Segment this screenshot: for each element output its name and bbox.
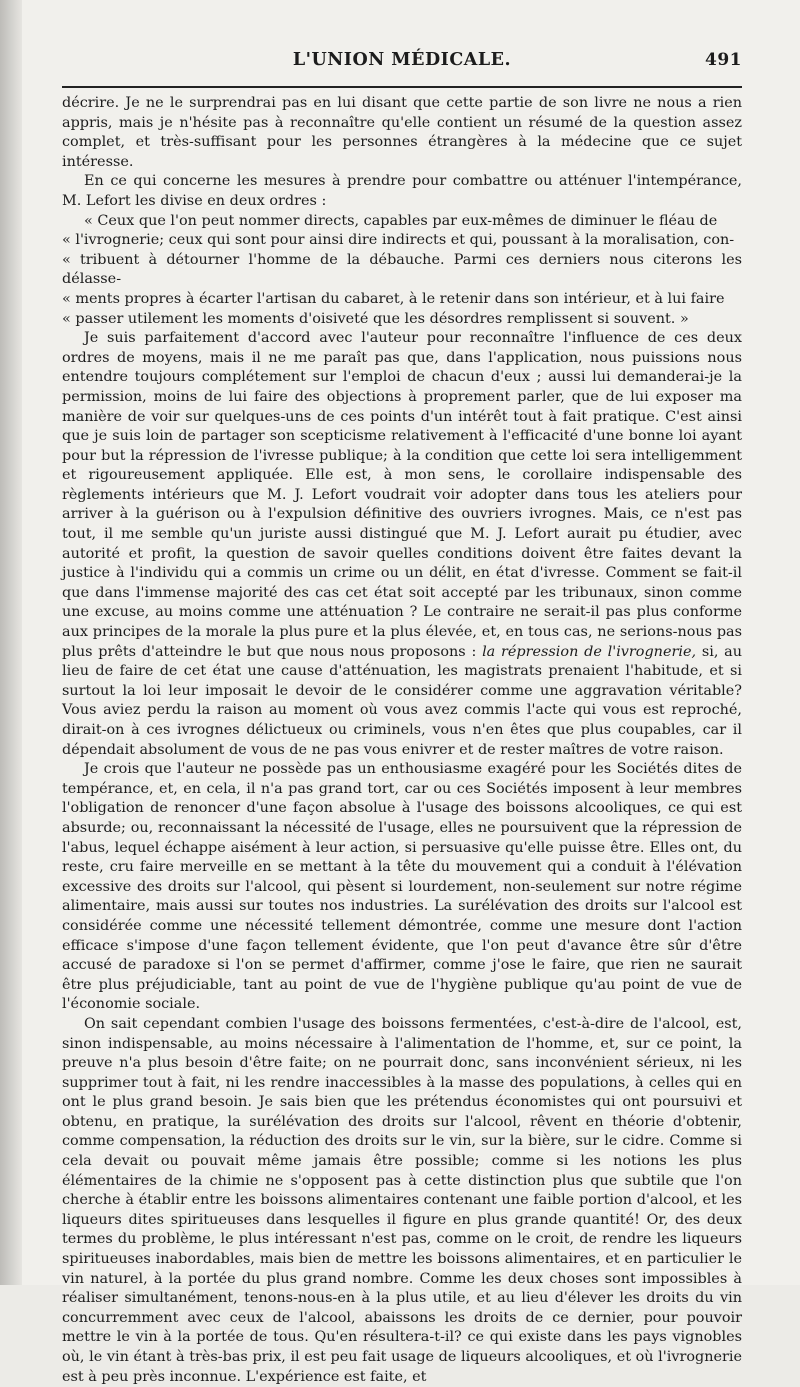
paragraph-3-part-b: si, au lieu de faire de cet état une cause d'atténuation, les magistrats prenaient l'habitude, et si surtout la loi leur imposait le devoir de le considérer comme une aggravation véritable? Vous aviez perdu la raison au moment où vous avez commis l'acte qui vous est reproché, dirait-on à ces ivrognes délictueux ou criminels, vous n'en êtes que plus coupables, car il dépendait absolument de vous de ne pas vous enivrer et de rester maîtres de votre raison. <box>62 643 743 758</box>
block-quote <box>62 212 742 330</box>
quote-line-1: « Ceux que l'on peut nommer directs, capables par eux-mêmes de diminuer le fléau de <box>84 212 718 229</box>
paragraph-3-part-a: Je suis parfaitement d'accord avec l'auteur pour reconnaître l'influence de ces deux ordres de moyens, mais il ne me paraît pas que, dans l'application, nous puissions nous entendre toujours complétement sur l'emploi de chacun d'eux ; aussi lui demanderai-je la permission, moins de lui faire des objections à proprement parler, que de lui exposer ma manière de voir sur quelques-uns de ces points d'un intérêt tout à fait pratique. C'est ainsi que je suis loin de partager son scepticisme relativement à l'efficacité d'une bonne loi ayant pour but la répression de l'ivresse publique; à la condition que cette loi sera intelligemment et rigoureusement appliquée. Elle est, à mon sens, le corollaire indispensable des règlements intérieurs que M. J. Lefort voudrait voir adopter dans tous les ateliers pour arriver à la guérison ou à l'expulsion définitive des ouvriers ivrognes. Mais, ce n'est pas tout, il me semble qu'un juriste aussi distingué que M. J. Lefort aurait pu étudier, avec autorité et profit, la question de savoir quelles conditions doivent être faites devant la justice à l'individu qui a commis un crime ou un délit, en état d'ivresse. Comment se fait-il que dans l'immense majorité des cas cet état soit accepté par les tribunaux, sinon comme une excuse, au moins comme une atténuation ? Le contraire ne serait-il pas plus conforme aux principes de la morale la plus pure et la plus élevée, et, en tous cas, ne serions-nous pas plus prêts d'atteindre le but que nous nous proposons : <box>62 330 742 660</box>
paragraph-3 <box>62 329 742 760</box>
page-number: 491 <box>705 50 742 70</box>
running-title: L'UNION MÉDICALE. <box>292 50 512 70</box>
article-body <box>62 94 742 1387</box>
quote-line-5: « passer utilement les moments d'oisiveté que les désordres remplissent si souvent. » <box>62 310 689 327</box>
running-header <box>62 0 742 80</box>
book-spine-shadow <box>0 0 22 1285</box>
paragraph-2: En ce qui concerne les mesures à prendre pour combattre ou atténuer l'intempérance, M. Lefort les divise en deux ordres : <box>62 173 742 209</box>
paragraph-4: Je crois que l'auteur ne possède pas un enthousiasme exagéré pour les Sociétés dites de tempérance, et, en cela, il n'a pas grand tort, car ou ces Sociétés imposent à leur membres l'obligation de renoncer d'une façon absolue à l'usage des boissons alcooliques, ce qui est absurde; ou, reconnaissant la nécessité de l'usage, elles ne poursuivent que la répression de l'abus, lequel échappe aisément à leur action, si persuasive qu'elle puisse être. Elles ont, du reste, cru faire merveille en se mettant à la tête du mouvement qui a conduit à l'élévation excessive des droits sur l'alcool, qui pèsent si lourdement, non-seulement sur notre régime alimentaire, mais aussi sur toutes nos industries. La surélévation des droits sur l'alcool est considérée comme une nécessité tellement démontrée, comme une mesure dont l'action efficace s'impose d'une façon tellement évidente, que l'on peut d'avance être sûr d'être accusé de paradoxe si l'on se permet d'affirmer, comme j'ose le faire, que rien ne saurait être plus préjudiciable, tant au point de vue de l'hygiène publique qu'au point de vue de l'économie sociale. <box>62 761 742 1013</box>
paragraph-3-italic: la répression de l'ivrognerie, <box>482 643 697 660</box>
header-rule <box>62 86 742 88</box>
quote-line-2: « l'ivrognerie; ceux qui sont pour ainsi dire indirects et qui, poussant à la moralisation, con- <box>62 232 735 249</box>
paragraph-5: On sait cependant combien l'usage des boissons fermentées, c'est-à-dire de l'alcool, est, sinon indispensable, au moins nécessaire à l'alimentation de l'homme, et, sur ce point, la preuve n'a plus besoin d'être faite; on ne pourrait donc, sans inconvénient sérieux, ni les supprimer tout à fait, ni les rendre inaccessibles à la masse des populations, à celles qui en ont le plus grand besoin. Je sais bien que les prétendus économistes qui ont poursuivi et obtenu, en pratique, la surélévation des droits sur l'alcool, rêvent en théorie d'obtenir, comme compensation, la réduction des droits sur le vin, sur la bière, sur le cidre. Comme si cela devait ou pouvait même jamais être possible; comme si les notions les plus élémentaires de la chimie ne s'opposent pas à cette distinction plus que subtile que l'on cherche à établir entre les boissons alimentaires contenant une faible portion d'alcool, et les liqueurs dites spiritueuses dans lesquelles il figure en plus grande quantité! Or, des deux termes du problème, le plus intéressant n'est pas, comme on le croit, de rendre les liqueurs spiritueuses inabordables, mais bien de mettre les boissons alimentaires, et en particulier le vin naturel, à la portée du plus grand nombre. Comme les deux choses sont impossibles à réaliser simultanément, tenons-nous-en à la plus utile, et au lieu d'élever les droits du vin concurremment avec ceux de l'alcool, abaissons les droits de ce dernier, pour pouvoir mettre le vin à la portée de tous. Qu'en résultera-t-il? ce qui existe dans les pays vignobles où, le vin étant à très-bas prix, il est peu fait usage de liqueurs alcooliques, et où l'ivrognerie est à peu près inconnue. L'expérience est faite, et <box>62 1015 742 1385</box>
paragraph-1: décrire. Je ne le surprendrai pas en lui disant que cette partie de son livre ne nous a rien appris, mais je n'hésite pas à reconnaître qu'elle contient un résumé de la question assez complet, et très-suffisant pour les personnes étrangères à la médecine que ce sujet intéresse. <box>62 95 742 170</box>
quote-line-3: « tribuent à détourner l'homme de la débauche. Parmi ces derniers nous citerons les délasse- <box>62 251 742 288</box>
quote-line-4: « ments propres à écarter l'artisan du cabaret, à le retenir dans son intérieur, et à lui faire <box>62 290 725 307</box>
